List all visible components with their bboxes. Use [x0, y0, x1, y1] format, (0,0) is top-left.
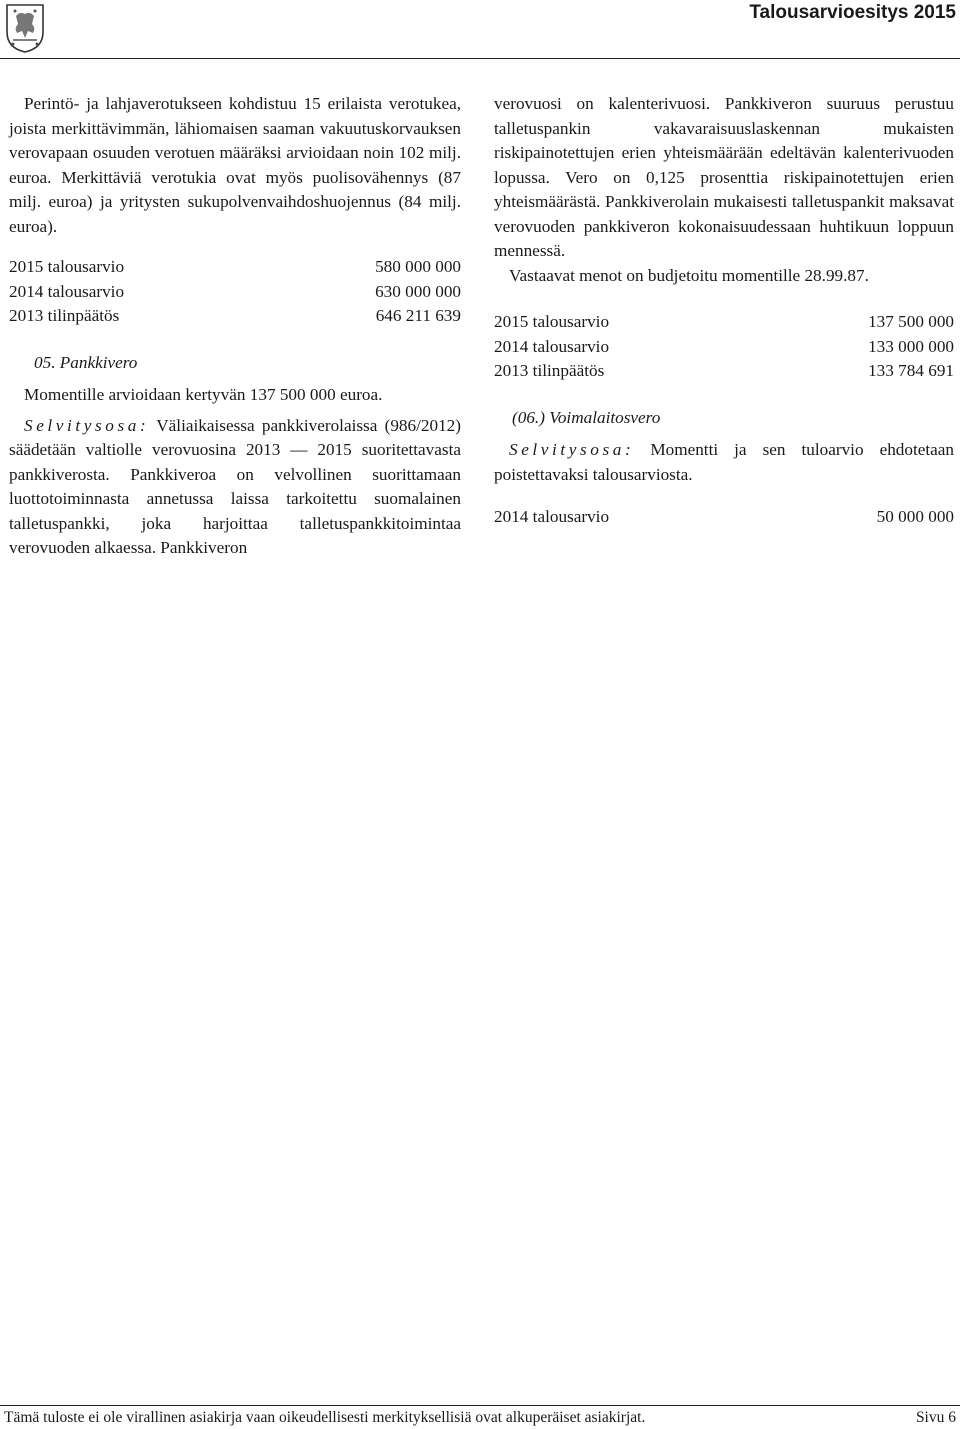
section-heading-voimalaitosvero: (06.) Voimalaitosvero	[512, 407, 661, 427]
figure-label: 2015 talousarvio	[494, 312, 610, 331]
figure-value: 630 000 000	[375, 281, 461, 301]
intro-paragraph: Perintö- ja lahjaverotukseen kohdistuu 15 erilaista verotukea, joista merkittävimmän, lähiomaisen saaman vakuutuskorvauksen verovapaan osuuden verotuen määräksi arvioidaan noin 102 milj. euroa. Merkittäviä verotukia ovat myös puolisovähennys (87 milj. euroa) ja yritysten sukupolvenvaihdoshuojennus (84 milj. euroa).	[9, 94, 461, 236]
document-title: Talousarvioesitys 2015	[749, 2, 956, 23]
page-number: Sivu 6	[915, 1409, 956, 1426]
figure-row	[9, 304, 461, 329]
figure-value: 133 784 691	[868, 361, 954, 380]
coat-of-arms-logo	[4, 2, 46, 54]
section-heading-pankkivero: 05. Pankkivero	[34, 352, 138, 372]
selvitysosa-text: Momentti ja sen tuloarvio ehdotetaan poistettavaksi talousarviosta.	[494, 440, 955, 484]
selvitysosa-paragraph	[494, 438, 954, 487]
momentti-estimate: Momentille arvioidaan kertyvän 137 500 000 euroa.	[24, 385, 383, 404]
selvitysosa-label: Selvitysosa:	[24, 415, 150, 435]
figure-label: 2015 talousarvio	[9, 257, 125, 276]
figure-row	[494, 335, 954, 360]
figure-row	[9, 255, 461, 280]
continued-paragraph: verovuosi on kalenterivuosi. Pankkiveron suuruus perustuu talletuspankin vakavaraisuuslaskennan mukaisten riskipainotettujen erien yhteismäärään edeltävän kalenterivuoden lopussa. Vero on 0,125 prosenttia riskipainotettujen erien yhteismäärästä. Pankkiverolain mukaisesti talletuspankit maksavat verovuoden pankkiveron kokonaisuudessaan huhtikuun loppuun mennessä.	[494, 94, 954, 260]
selvitysosa-text: Väliaikaisessa pankkiverolaissa (986/2012) säädetään valtiolle verovuosina 2013 — 2015 suoritettavasta pankkiverosta. Pankkiveroa on velvollinen suorittamaan luottotoiminnasta annetussa laissa tarkoitettu suomalainen talletuspankki, joka harjoittaa talletuspankkitoimintaa verovuoden alkaessa. Pankkiveron	[9, 415, 461, 557]
figure-label: 2013 tilinpäätös	[494, 361, 605, 380]
right-column	[494, 92, 954, 530]
figure-value: 133 000 000	[868, 336, 954, 356]
figure-label: 2014 talousarvio	[9, 281, 125, 301]
figure-label: 2014 talousarvio	[494, 507, 610, 526]
figure-label: 2013 tilinpäätös	[9, 306, 120, 325]
expenses-note: Vastaavat menot on budjetoitu momentille 28.99.87.	[509, 265, 869, 285]
figure-value: 580 000 000	[375, 257, 461, 276]
figure-row	[494, 310, 954, 335]
footer-divider	[0, 1405, 960, 1406]
figure-value: 646 211 639	[375, 306, 461, 325]
selvitysosa-paragraph	[9, 414, 461, 561]
left-column	[9, 92, 461, 561]
figure-row	[9, 280, 461, 305]
budget-figures-right	[494, 310, 954, 384]
figure-label: 2014 talousarvio	[494, 336, 610, 356]
footer-disclaimer: Tämä tuloste ei ole virallinen asiakirja vaan oikeudellisesti merkityksellisiä ovat alkuperäiset asiakirjat.	[4, 1409, 646, 1426]
selvitysosa-label: Selvitysosa:	[509, 440, 635, 459]
figure-value: 50 000 000	[876, 507, 954, 526]
figure-value: 137 500 000	[868, 312, 954, 331]
budget-figures-left	[9, 255, 461, 329]
header-divider	[0, 58, 960, 59]
figure-row	[494, 505, 954, 530]
figure-row	[494, 359, 954, 384]
